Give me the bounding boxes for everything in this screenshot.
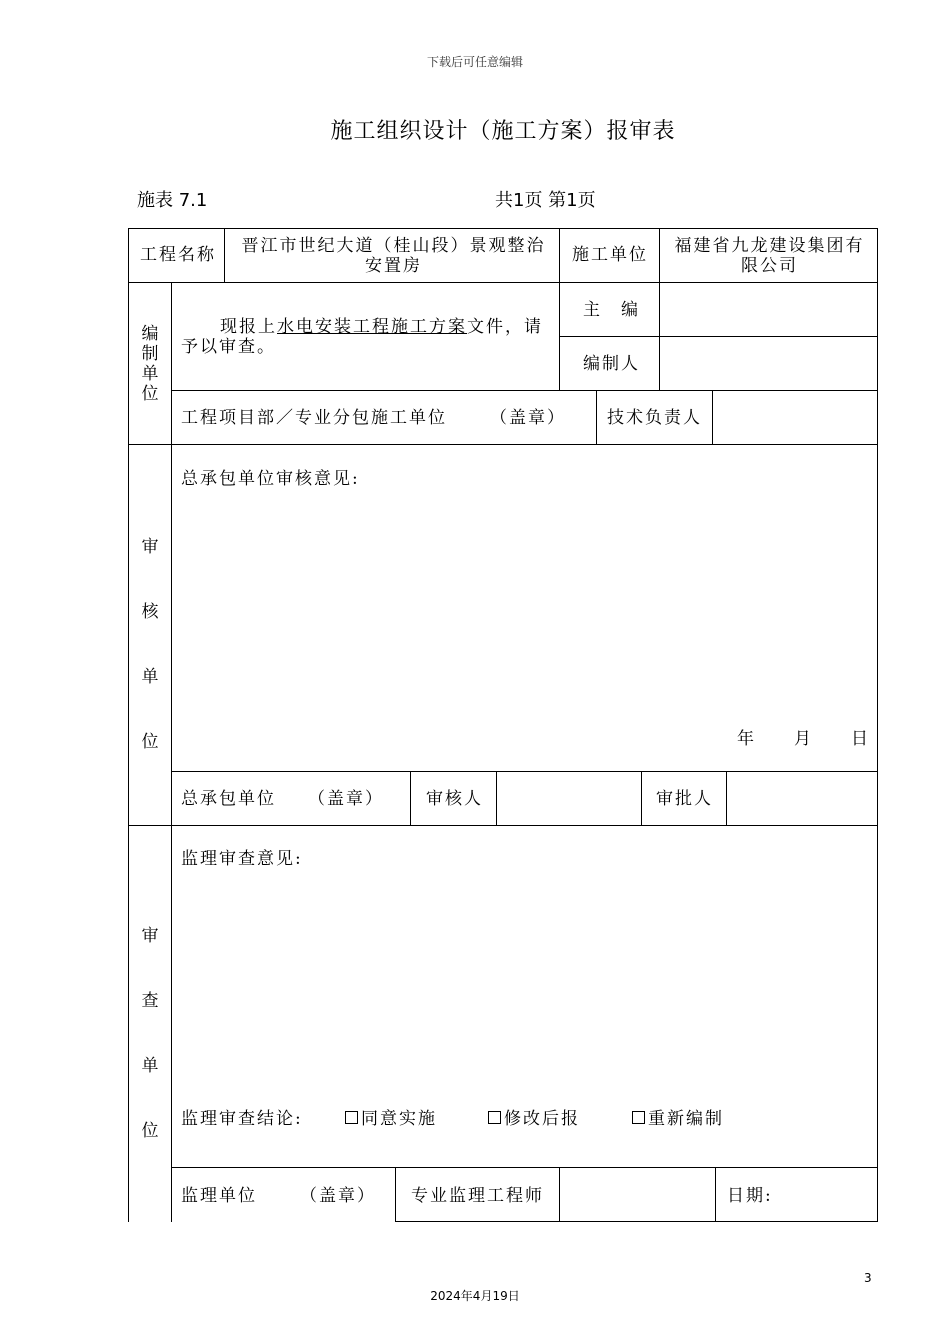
review-seal-label: （盖章） bbox=[308, 789, 384, 809]
form-number: 施表 7.1 bbox=[137, 190, 208, 211]
review-side-label: 审核单位 bbox=[141, 537, 159, 752]
contractor-label: 施工单位 bbox=[572, 245, 648, 265]
supervision-conclusion-label: 监理审查结论: bbox=[181, 1109, 303, 1129]
prep-seal-label: （盖章） bbox=[490, 408, 566, 428]
form-title: 施工组织设计（施工方案）报审表 bbox=[330, 119, 676, 144]
supervision-date-label: 日期: bbox=[727, 1186, 773, 1206]
project-name-value: 晋江市世纪大道（桂山段）景观整治安置房 bbox=[241, 236, 546, 276]
checkbox-icon[interactable] bbox=[488, 1111, 501, 1124]
header-note: 下载后可任意编辑 bbox=[426, 55, 523, 69]
page-count: 共1页 第1页 bbox=[495, 190, 596, 211]
prep-unit-label: 工程项目部／专业分包施工单位 bbox=[181, 408, 447, 428]
option-redo[interactable]: 重新编制 bbox=[632, 1109, 724, 1129]
compiler-label: 编制人 bbox=[583, 354, 640, 374]
report-document-name: 水电安装工程施工方案 bbox=[277, 317, 467, 337]
review-date-day: 日 bbox=[851, 729, 870, 749]
review-opinion-label: 总承包单位审核意见: bbox=[181, 469, 360, 489]
chief-editor-label: 主 编 bbox=[583, 300, 640, 320]
approver-label: 审批人 bbox=[656, 789, 713, 809]
option-revise[interactable]: 修改后报 bbox=[488, 1109, 580, 1129]
page-number: 3 bbox=[864, 1271, 872, 1285]
contractor-value: 福建省九龙建设集团有限公司 bbox=[674, 236, 865, 276]
footer-date: 2024年4月19日 bbox=[430, 1289, 520, 1303]
checkbox-icon[interactable] bbox=[632, 1111, 645, 1124]
report-statement: 现报上水电安装工程施工方案文件，请予以审查。 bbox=[181, 317, 543, 357]
supervision-unit-label: 监理单位 bbox=[181, 1186, 257, 1206]
project-name-label: 工程名称 bbox=[140, 245, 216, 265]
review-date-year: 年 bbox=[737, 729, 756, 749]
checkbox-icon[interactable] bbox=[345, 1111, 358, 1124]
review-date-month: 月 bbox=[794, 729, 813, 749]
supervision-side-label: 审查单位 bbox=[141, 926, 159, 1141]
supervising-engineer-label: 专业监理工程师 bbox=[411, 1186, 544, 1206]
supervision-seal-label: （盖章） bbox=[300, 1186, 376, 1206]
supervision-opinion-label: 监理审查意见: bbox=[181, 849, 303, 869]
option-approve[interactable]: 同意实施 bbox=[345, 1109, 437, 1129]
prep-side-label: 编制单位 bbox=[141, 324, 159, 404]
general-contractor-label: 总承包单位 bbox=[181, 789, 276, 809]
tech-lead-label: 技术负责人 bbox=[607, 408, 702, 428]
reviewer-label: 审核人 bbox=[426, 789, 483, 809]
